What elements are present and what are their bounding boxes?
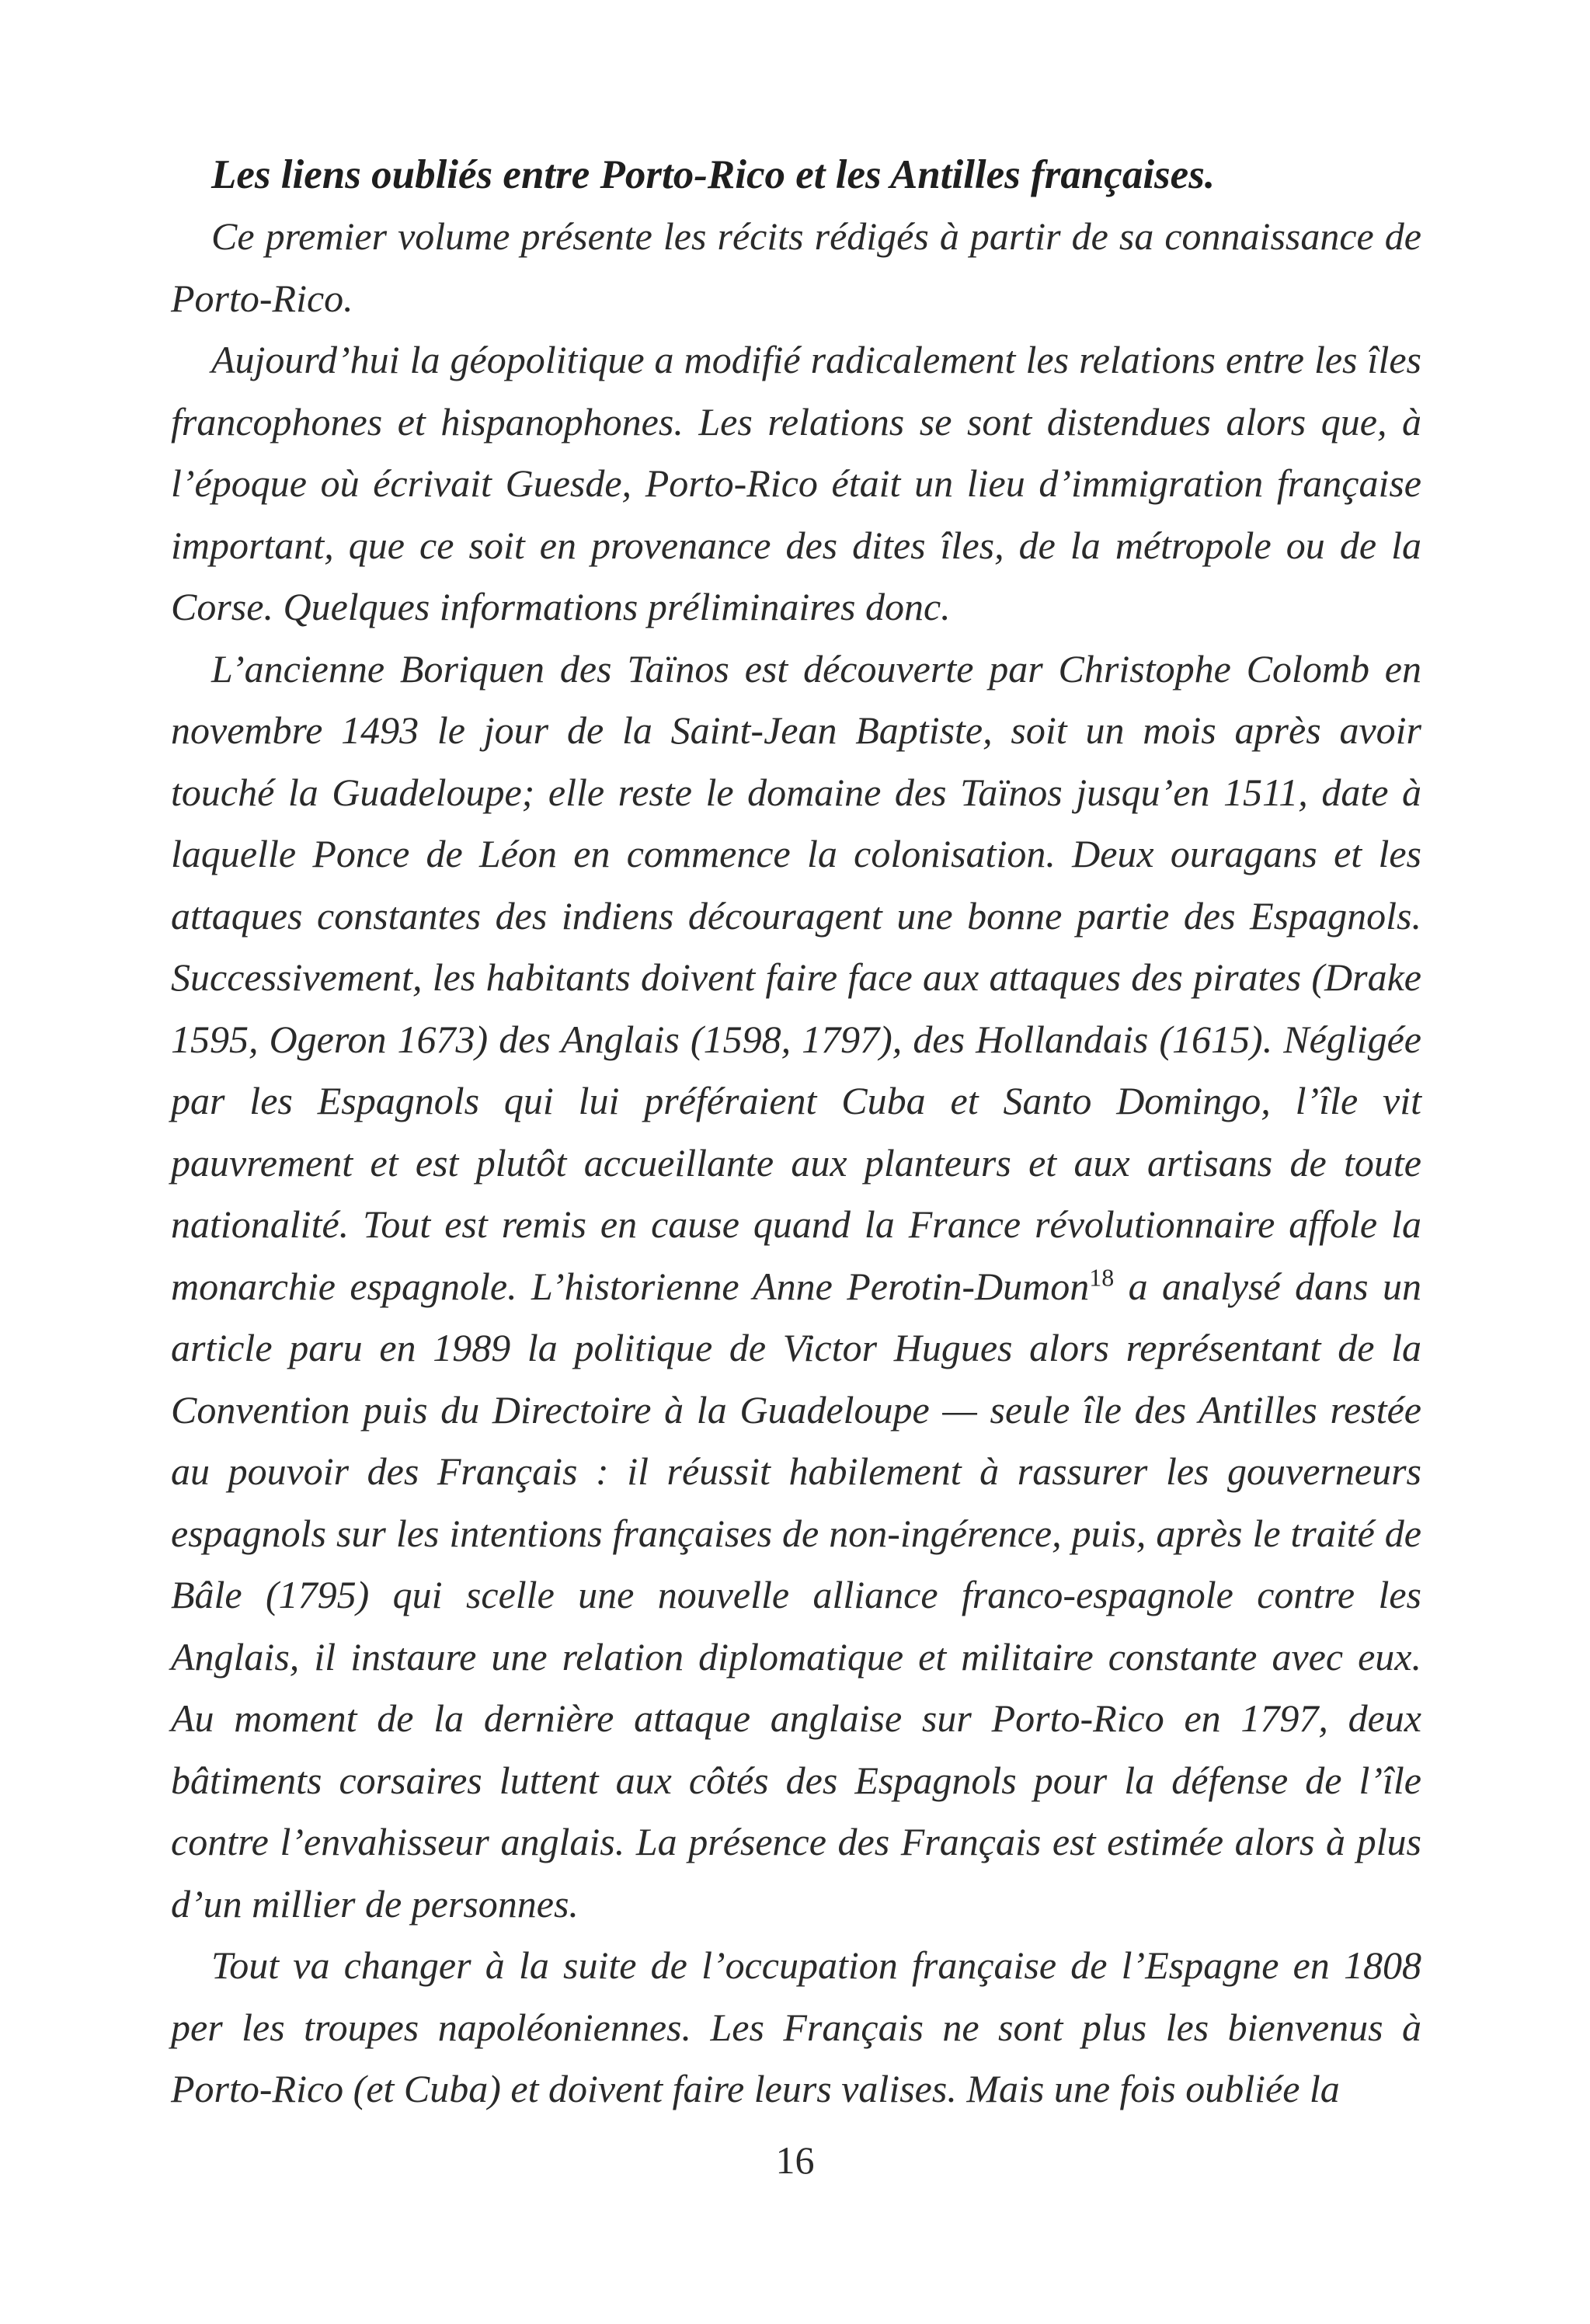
footnote-reference: 18 <box>1089 1262 1115 1291</box>
paragraph-3 <box>171 638 1421 1936</box>
page-number: 16 <box>775 2138 815 2182</box>
section-title: Les liens oubliés entre Porto-Rico et les Antilles françaises. <box>211 152 1216 197</box>
paragraph-3-text-after-note: a analysé dans un article paru en 1989 la politique de Victor Hugues alors représentant de la Convention puis du Directoire à la Guadeloupe — seule île des Antilles restée au pouvoir des Français : il réussit habilement à rassurer les gouverneurs espagnols sur les intentions françaises de non-ingérence, puis, après le traité de Bâle (1795) qui scelle une nouvelle alliance franco-espagnole contre les Anglais, il instaure une relation diplomatique et militaire constante avec eux. Au moment de la dernière attaque anglaise sur Porto-Rico en 1797, deux bâtiments corsaires luttent aux côtés des Espagnols pour la défense de l’île contre l’envahisseur anglais. La présence des Français est estimée alors à plus d’un millier de personnes. <box>171 1264 1421 1926</box>
paragraph-2: Aujourd’hui la géopolitique a modifié radicalement les relations entre les îles francophones et hispanophones. Les relations se sont distendues alors que, à l’époque où écrivait Guesde, Porto-Rico était un lieu d’immigration française important, que ce soit en provenance des dites îles, de la métropole ou de la Corse. Quelques informations préliminaires donc. <box>171 338 1421 628</box>
paragraph-4: Tout va changer à la suite de l’occupation française de l’Espagne en 1808 per les troupes napoléoniennes. Les Français ne sont plus les bienvenus à Porto-Rico (et Cuba) et doivent faire leurs valises. Mais une fois oubliée la <box>171 1943 1421 2110</box>
paragraph-1: Ce premier volume présente les récits rédigés à partir de sa connaissance de Porto-Rico. <box>171 214 1421 320</box>
page-body <box>171 144 1421 2120</box>
paragraph-3-text-before-note: L’ancienne Boriquen des Taïnos est découverte par Christophe Colomb en novembre 1493 le jour de la Saint-Jean Baptiste, soit un mois après avoir touché la Guadeloupe; elle reste le domaine des Taïnos jusqu’en 1511, date à laquelle Ponce de Léon en commence la colonisation. Deux ouragans et les attaques constantes des indiens découragent une bonne partie des Espagnols. Successivement, les habitants doivent faire face aux attaques des pirates (Drake 1595, Ogeron 1673) des Anglais (1598, 1797), des Hollandais (1615). Négligée par les Espagnols qui lui préféraient Cuba et Santo Domingo, l’île vit pauvrement et est plutôt accueillante aux planteurs et aux artisans de toute nationalité. Tout est remis en cause quand la France révolutionnaire affole la monarchie espagnole. L’historienne Anne Perotin-Dumon <box>171 646 1421 1308</box>
